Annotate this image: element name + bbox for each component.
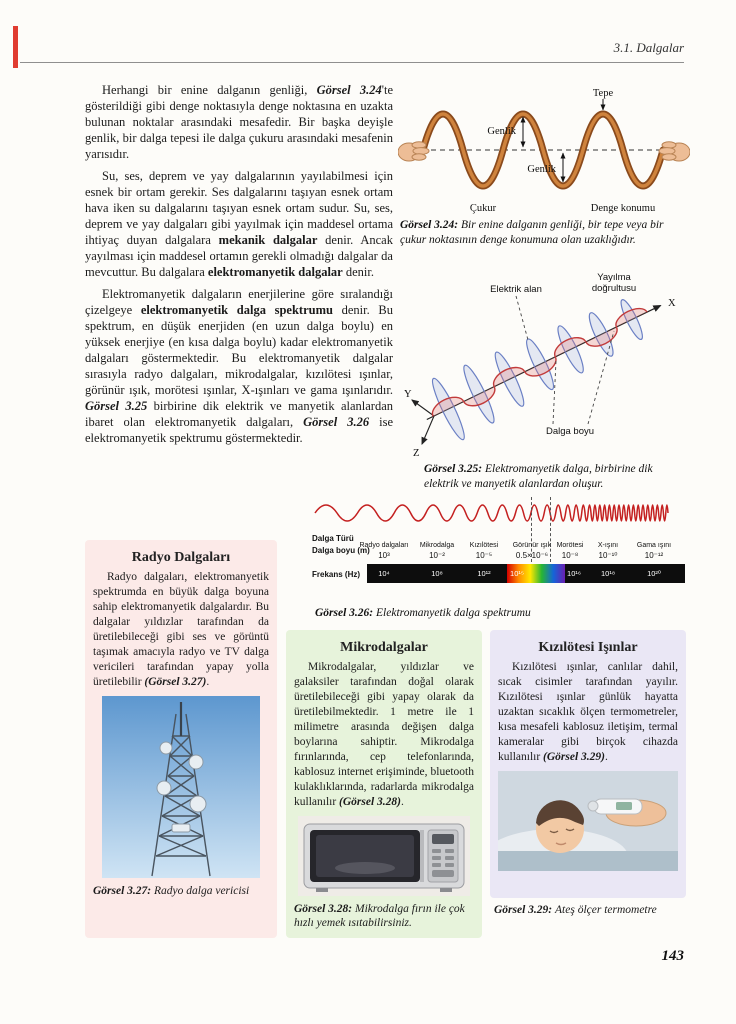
box-infrared bbox=[490, 630, 686, 898]
band-wavelength: 10⁻¹⁰ bbox=[598, 551, 618, 560]
thermometer-display bbox=[616, 802, 632, 810]
band-name: Gama ışını bbox=[636, 541, 672, 549]
band-name: Görünür ışık bbox=[512, 541, 552, 549]
box-micro-body: Mikrodalgalar, yıldızlar ve galaksiler tarafından doğal olarak üretilebileceği gibi yapay olarak da üretilebilmektedir. 1 metre ile 1 milimetre arasında değişen dalga boylarına sahiptir. Mikrodalga fırınlarında, cep telefonlarında, kablosuz internet erişiminde, bluetooth kulaklıklarında, radarlarda mikrodalga kullanılır (Görsel 3.28). bbox=[294, 661, 474, 808]
right-hand-illustration bbox=[659, 142, 690, 161]
box-radio-title: Radyo Dalgaları bbox=[131, 550, 231, 565]
box-infra-body: Kızılötesi ışınlar, canlılar dahil, sıcak cisimler tarafından yayılır. Kızılötesi ışınlar günlük hayatta uzaktan sıcaklık ölçen termometreler, kısa mesafeli kablosuz iletişim, termal kameralar gibi birçok cihazda kullanılır (Görsel 3.29). bbox=[498, 661, 678, 763]
band-wavelength: 10⁻⁸ bbox=[561, 551, 579, 560]
freq-value: 10¹⁵ bbox=[510, 569, 524, 578]
box-microwaves bbox=[286, 630, 482, 938]
freq-value: 10¹⁶ bbox=[567, 569, 581, 578]
band-wavelength: 10³ bbox=[378, 551, 390, 560]
row-label-frekans: Frekans (Hz) bbox=[312, 570, 361, 579]
figure-3-26-spectrum bbox=[312, 494, 690, 602]
thermometer-tip bbox=[588, 801, 598, 811]
thermometer-photo bbox=[498, 771, 678, 871]
foot-left bbox=[316, 888, 328, 892]
label-denge-konumu: Denge konumu bbox=[590, 203, 656, 214]
box-radio-body: Radyo dalgaları, elektromanyetik spektrumda en büyük dalga boyuna sahip elektromanyetik dalgalardır. Bu dalgalar yıldızlar tarafından da üretilebileceği gibi ses ve görüntü taşımak amacıyla radyo ve TV dalga vericileri tarafından yapay yolla üretilebilir (Görsel 3.27). bbox=[93, 571, 269, 688]
box-radio-waves bbox=[85, 540, 277, 938]
foot-right bbox=[440, 888, 452, 892]
turntable bbox=[335, 862, 395, 874]
band-wavelength: 10⁻¹² bbox=[644, 551, 664, 560]
label-cukur: Çukur bbox=[469, 203, 497, 214]
figure-3-24 bbox=[398, 84, 690, 221]
radio-tower-photo bbox=[102, 696, 260, 878]
chirp-path bbox=[315, 505, 668, 521]
label-dalga-boyu: Dalga boyu bbox=[545, 426, 595, 437]
label-genlik-upper: Genlik bbox=[487, 126, 516, 137]
row-label-dalga-boyu: Dalga boyu (m) bbox=[312, 546, 370, 555]
header-rule bbox=[20, 62, 684, 63]
spectrum-chirp-wave bbox=[312, 494, 690, 532]
microwave-oven-photo bbox=[298, 816, 470, 896]
spectrum-band-infrared bbox=[459, 532, 509, 561]
page-number: 143 bbox=[661, 948, 684, 964]
dalga-boyu-pointer-1 bbox=[553, 361, 556, 424]
section-color-stripe bbox=[13, 26, 18, 68]
label-yayilma-2: doğrultusu bbox=[591, 283, 637, 294]
band-wavelength: 10⁻⁵ bbox=[475, 551, 493, 560]
electric-field-wave bbox=[429, 303, 652, 425]
display bbox=[432, 834, 454, 844]
caption-3-24: Görsel 3.24: Bir enine dalganın genliği, bir tepe veya bir çukur noktasının denge konumuna olan uzaklığıdır. bbox=[400, 219, 664, 246]
box-micro-title: Mikrodalgalar bbox=[340, 640, 428, 655]
em-wave-group bbox=[412, 275, 675, 450]
label-genlik-lower: Genlik bbox=[527, 164, 556, 175]
band-name: Radyo dalgaları bbox=[359, 541, 409, 549]
z-axis bbox=[422, 416, 434, 444]
paragraph-em-spectrum: Elektromanyetik dalgaların enerjilerine göre sıralandığı çizelgeye elektromanyetik dalga spektrumu denir. Bu spektrum, en düşük enerjiden (en uzun dalga boylu) en yüksek enerjiye (en kısa dalga boylu) kadar elektromanyetik dalgaları göstermektedir. Bu elektromanyetik dalgalar sırasıyla radyo dalgaları, mikrodalgalar, kızılötesi ışınlar, görünür ışık, morötesi ışınlar, X-ışınları ve gama ışınlarıdır. Görsel 3.25 birbirine dik elektrik ve manyetik alanlardan ibaret olan elektromanyetik dalgaları, Görsel 3.26 ise elektromanyetik spektrumu göstermektedir. bbox=[85, 287, 393, 445]
label-elektrik-alan: Elektrik alan bbox=[490, 284, 542, 295]
label-z-axis: Z bbox=[413, 448, 420, 458]
band-wavelength: 10⁻² bbox=[429, 551, 445, 560]
paragraph-amplitude: Herhangi bir enine dalganın genliği, Görsel 3.24'te gösterildiği gibi denge noktasıyla denge noktasına en uzakta bulunan noktalar arasındaki mesafedir. Bir başka deyişle genlik, bir dalga tepesi ile dalga çukuru arasındaki mesafenin yarısıdır. bbox=[85, 83, 393, 161]
caption-3-29: Görsel 3.29: Ateş ölçer termometre bbox=[494, 904, 657, 916]
paragraph-mechanical-waves: Su, ses, deprem ve yay dalgalarının yayılabilmesi için esnek bir ortam gerekir. Ses dalgalarını taşıyan esnek ortam hava iken su dalgalarını taşıyan esnek ortam sudur. Su, ses, deprem ve yay dalgaları gibi yayılmak için maddesel ortama ihtiyaç duyan dalgalara mekanik dalgalar denir. Ancak yayılması için maddesel ortamın gerekli olmadığı dalgalar da mevcuttur. Bu dalgalara elektromanyetik dalgalar denir. bbox=[85, 169, 393, 279]
freq-value: 10¹⁸ bbox=[600, 569, 616, 578]
caption-3-26: Görsel 3.26: Elektromanyetik dalga spektrumu bbox=[315, 607, 531, 619]
box-infra-title: Kızılötesi Işınlar bbox=[538, 640, 638, 655]
freq-value: 10⁴ bbox=[378, 569, 390, 578]
elektrik-alan-pointer bbox=[516, 296, 528, 340]
freq-value: 10²⁰ bbox=[647, 569, 661, 578]
label-tepe: Tepe bbox=[592, 88, 614, 99]
band-name: X-ışını bbox=[597, 541, 619, 549]
section-header: 3.1. Dalgalar bbox=[613, 40, 684, 55]
freq-value: 10⁸ bbox=[431, 569, 443, 578]
door-handle bbox=[420, 830, 424, 882]
band-name: Morötesi bbox=[556, 541, 584, 549]
spectrum-band-xray bbox=[583, 532, 633, 561]
left-hand-illustration bbox=[398, 142, 429, 161]
intro-text-column bbox=[85, 82, 393, 536]
caption-3-27: Görsel 3.27: Radyo dalga vericisi bbox=[93, 885, 250, 897]
caption-3-28: Görsel 3.28: Mikrodalga fırın ile çok hızlı yemek ısıtabilirsiniz. bbox=[294, 903, 465, 929]
caption-3-25: Görsel 3.25: Elektromanyetik dalga, birbirine dik elektrik ve manyetik alanlardan oluşur. bbox=[424, 463, 653, 490]
label-x-axis: X bbox=[668, 298, 676, 309]
transverse-wave-figure bbox=[398, 84, 690, 216]
band-name: Mikrodalga bbox=[419, 541, 455, 549]
spectrum-band-gamma bbox=[629, 532, 679, 561]
label-y-axis: Y bbox=[404, 389, 412, 400]
y-axis bbox=[412, 400, 434, 416]
figure-3-25 bbox=[398, 264, 690, 463]
band-name: Kızılötesi bbox=[469, 541, 499, 549]
em-wave-figure bbox=[398, 264, 690, 458]
band-wavelength: 0.5×10⁻⁶ bbox=[515, 551, 549, 560]
row-label-dalga-turu: Dalga Türü bbox=[312, 534, 354, 543]
spectrum-band-micro bbox=[412, 532, 462, 561]
frequency-bar bbox=[367, 564, 685, 583]
blanket bbox=[498, 851, 678, 871]
spectrum-band-radio bbox=[359, 532, 409, 561]
freq-value: 10¹² bbox=[477, 569, 491, 578]
label-yayilma-1: Yayılma bbox=[597, 272, 631, 283]
magnetic-field-loops bbox=[428, 287, 651, 442]
